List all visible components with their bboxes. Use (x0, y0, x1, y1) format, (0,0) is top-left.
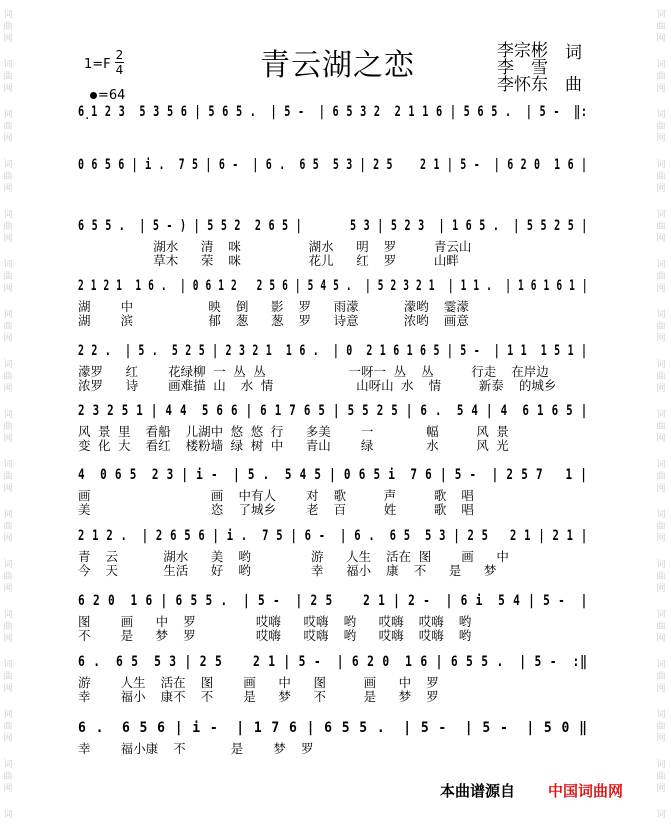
score-line (78, 218, 588, 268)
watermark-glyph: 曲 (3, 122, 13, 132)
watermark-glyph: 词 (656, 260, 666, 270)
watermark-glyph: 网 (656, 734, 666, 744)
lyric-line-1: 游 人生 活在 图 画 中 图 画 中 罗 (78, 675, 439, 690)
watermark-glyph: 词 (656, 10, 666, 20)
watermark-glyph: 网 (3, 134, 13, 144)
watermark-glyph: 曲 (656, 722, 666, 732)
lyric-line-2: 浓罗 诗 画难描 山 水 情 山呀山 水 情 新泰 的城乡 (78, 378, 557, 393)
watermark-glyph: 网 (3, 84, 13, 94)
lyric-line-2: 今 天 生活 好 哟 幸 福小 康 不 是 梦 (78, 563, 497, 578)
score-line (78, 528, 588, 578)
time-sig-top: 2 (115, 48, 124, 62)
watermark-glyph: 网 (656, 334, 666, 344)
watermark-glyph: 网 (656, 584, 666, 594)
score-line (78, 343, 588, 393)
watermark-glyph: 曲 (656, 72, 666, 82)
watermark-glyph: 曲 (3, 22, 13, 32)
tempo-value: =64 (98, 88, 126, 103)
notation-line: 2 1 2 1 1 6 . | 0 6 1 2 2 5 6 | 5 4 5 . | 5 2 3 2 1 | 1 1 . | 1 6 1 6 1 | (78, 278, 589, 294)
score-line (78, 403, 588, 453)
watermark-glyph: 网 (3, 484, 13, 494)
watermark-glyph: 网 (3, 184, 13, 194)
notation-line: 6̣1 2 3 5 3 5 6 | 5 6 5 . | 5 - | 6 5 3 2 2 1 1 6 | 5 6 5 . | 5 - ‖: (78, 104, 588, 120)
watermark-glyph: 网 (656, 784, 666, 794)
watermark-glyph: 网 (656, 84, 666, 94)
watermark-glyph: 词 (3, 410, 13, 420)
watermark-glyph: 曲 (3, 422, 13, 432)
watermark-glyph: 网 (3, 534, 13, 544)
lyricist-2: 李 雪 (497, 58, 548, 78)
watermark-glyph: 曲 (3, 672, 13, 682)
watermark-glyph: 词 (3, 460, 13, 470)
score-line (78, 467, 588, 517)
watermark-glyph: 词 (656, 410, 666, 420)
watermark-glyph: 网 (656, 184, 666, 194)
watermark-glyph: 词 (3, 610, 13, 620)
watermark-glyph: 词 (656, 710, 666, 720)
watermark-glyph: 曲 (656, 622, 666, 632)
lyric-line-2: 变 化 大 看红 楼粉墙 绿 树 中 青山 绿 水 风 光 (78, 438, 509, 453)
left-watermark-strip (0, 0, 18, 828)
watermark-glyph: 词 (3, 260, 13, 270)
watermark-glyph: 曲 (3, 272, 13, 282)
watermark-glyph: 词 (3, 510, 13, 520)
watermark-glyph: 词 (656, 810, 666, 820)
watermark-glyph: 网 (3, 234, 13, 244)
watermark-glyph: 词 (3, 210, 13, 220)
lyric-line-1: 湖 中 映 倒 影 罗 雨濛 濛哟 霎濛 (78, 299, 469, 314)
right-watermark-strip (653, 0, 671, 828)
watermark-glyph: 词 (656, 460, 666, 470)
notation-line: 2 2 . | 5 . 5 2 5 | 2 3 2 1 1 6 . | 0 2 1 6 1 6 5 | 5 - | 1 1 1 5 1 | (78, 343, 588, 359)
watermark-glyph: 网 (656, 434, 666, 444)
lyric-line-2: 不 是 梦 罗 哎嗨 哎嗨 哟 哎嗨 哎嗨 哟 (78, 628, 472, 643)
watermark-glyph: 网 (3, 684, 13, 694)
watermark-glyph: 网 (3, 584, 13, 594)
watermark-glyph: 曲 (3, 722, 13, 732)
composer-role: 曲 (565, 75, 582, 95)
watermark-glyph: 词 (656, 510, 666, 520)
watermark-glyph: 词 (656, 60, 666, 70)
lyric-line-1: 湖水 清 咪 湖水 明 罗 青云山 (78, 239, 472, 254)
watermark-glyph: 曲 (3, 772, 13, 782)
composer: 李怀东 (497, 75, 548, 95)
notation-line: 6 . 6 5 6 | i - | 1 7 6 | 6 5 5 . | 5 - | 5 - | 5 0 ‖ (78, 720, 588, 736)
lyric-line-1: 濛罗 红 花绿柳 一 丛 丛 一呀一 丛 丛 行走 在岸边 (78, 364, 549, 379)
watermark-glyph: 曲 (656, 122, 666, 132)
lyric-line-1: 青 云 湖水 美 哟 游 人生 活在 图 画 中 (78, 549, 509, 564)
watermark-glyph: 词 (3, 710, 13, 720)
lyric-line-1: 风 景 里 看船 儿湖中 悠 悠 行 多美 一 幅 风 景 (78, 424, 509, 439)
time-signature (115, 48, 124, 77)
watermark-glyph: 曲 (3, 372, 13, 382)
watermark-glyph: 曲 (3, 322, 13, 332)
site-name: 中国词曲网 (548, 782, 624, 800)
watermark-glyph: 曲 (3, 522, 13, 532)
quarter-note-icon (90, 92, 97, 99)
score-line (78, 104, 588, 126)
watermark-glyph: 网 (3, 384, 13, 394)
watermark-glyph: 曲 (656, 672, 666, 682)
watermark-glyph: 网 (3, 284, 13, 294)
watermark-glyph: 词 (3, 110, 13, 120)
watermark-glyph: 词 (656, 360, 666, 370)
watermark-glyph: 网 (3, 634, 13, 644)
watermark-glyph: 网 (656, 484, 666, 494)
watermark-glyph: 网 (656, 384, 666, 394)
watermark-glyph: 曲 (3, 572, 13, 582)
watermark-glyph: 词 (656, 560, 666, 570)
notation-line: 4 0 6 5 2 3 | i - | 5 . 5 4 5 | 0 6 5 i 7 6 | 5 - | 2 5 7 1 | (78, 467, 588, 483)
notation-line: 0 6 5 6 | i . 7 5 | 6 - | 6 . 6 5 5 3 | 2 5 2 1 | 5 - | 6 2 0 1 6 | (78, 157, 588, 173)
watermark-glyph: 曲 (656, 372, 666, 382)
watermark-glyph: 词 (656, 310, 666, 320)
score-line (78, 278, 588, 328)
watermark-glyph: 网 (3, 784, 13, 794)
tempo-marking (90, 88, 125, 103)
score-line (78, 654, 588, 704)
notation-line: 2 3 2 5 1 | 4 4 5 6 6 | 6 1 7 6 5 | 5 5 2 5 | 6 . 5 4 | 4 6 1 6 5 | (78, 403, 589, 419)
watermark-glyph: 词 (3, 60, 13, 70)
watermark-glyph: 词 (656, 660, 666, 670)
watermark-glyph: 曲 (656, 272, 666, 282)
score-line (78, 720, 588, 756)
lyric-line-2: 美 恣 了城乡 老 百 姓 歌 唱 (78, 502, 474, 517)
source-label: 本曲谱源自 (440, 782, 516, 800)
watermark-glyph: 曲 (656, 172, 666, 182)
watermark-glyph: 词 (3, 310, 13, 320)
watermark-glyph: 曲 (656, 422, 666, 432)
watermark-glyph: 网 (656, 684, 666, 694)
song-title: 青云湖之恋 (260, 48, 415, 83)
watermark-glyph: 曲 (3, 472, 13, 482)
watermark-glyph: 网 (656, 534, 666, 544)
watermark-glyph: 曲 (656, 22, 666, 32)
watermark-glyph: 词 (3, 160, 13, 170)
score-line (78, 593, 588, 643)
watermark-glyph: 网 (3, 734, 13, 744)
lyric-line-1: 图 画 中 罗 哎嗨 哎嗨 哟 哎嗨 哎嗨 哟 (78, 614, 472, 629)
notation-line: 6 . 6 5 5 3 | 2 5 2 1 | 5 - | 6 2 0 1 6 | 6 5 5 . | 5 - :‖ (78, 654, 588, 670)
watermark-glyph: 曲 (3, 172, 13, 182)
watermark-glyph: 曲 (3, 622, 13, 632)
watermark-glyph: 网 (656, 284, 666, 294)
watermark-glyph: 曲 (656, 572, 666, 582)
lyric-line-2: 湖 滨 郁 葱 葱 罗 诗意 浓哟 画意 (78, 313, 469, 328)
watermark-glyph: 网 (3, 334, 13, 344)
lyricist-1: 李宗彬 (497, 41, 548, 61)
watermark-glyph: 词 (3, 360, 13, 370)
notation-line: 6 2 0 1 6 | 6 5 5 . | 5 - | 2 5 2 1 | 2 - | 6 i 5 4 | 5 - | (78, 593, 589, 609)
watermark-glyph: 词 (656, 610, 666, 620)
watermark-glyph: 曲 (656, 222, 666, 232)
watermark-glyph: 词 (656, 110, 666, 120)
notation-line: 6 5 5 . | 5 - ) | 5 5 2 2 6 5 | 5 3 | 5 2 3 | 1 6 5 . | 5 5 2 5 | (78, 218, 589, 234)
watermark-glyph: 词 (656, 760, 666, 770)
watermark-glyph: 词 (656, 160, 666, 170)
time-sig-bottom: 4 (115, 63, 124, 77)
watermark-glyph: 网 (656, 234, 666, 244)
watermark-glyph: 曲 (656, 522, 666, 532)
watermark-glyph: 词 (3, 760, 13, 770)
key-signature: 1=F (84, 57, 111, 72)
watermark-glyph: 词 (3, 660, 13, 670)
watermark-glyph: 网 (3, 34, 13, 44)
lyric-line-2: 幸 福小 康不 不 是 梦 不 是 梦 罗 (78, 689, 439, 704)
watermark-glyph: 曲 (3, 72, 13, 82)
lyric-line-2: 草木 荣 咪 花儿 红 罗 山畔 (78, 253, 459, 268)
notation-line: 2 1 2 . | 2 6 5 6 | i . 7 5 | 6 - | 6 . 6 5 5 3 | 2 5 2 1 | 2 1 | (78, 528, 588, 544)
score-line (78, 157, 588, 179)
watermark-glyph: 网 (656, 634, 666, 644)
watermark-glyph: 曲 (656, 322, 666, 332)
lyricist-role: 词 (565, 43, 582, 63)
watermark-glyph: 网 (656, 34, 666, 44)
lyric-line-1: 幸 福小康 不 是 梦 罗 (78, 741, 314, 756)
lyric-line-1: 画 画 中有人 对 歌 声 歌 唱 (78, 488, 474, 503)
watermark-glyph: 曲 (656, 772, 666, 782)
watermark-glyph: 网 (656, 134, 666, 144)
watermark-glyph: 网 (3, 434, 13, 444)
watermark-glyph: 词 (3, 810, 13, 820)
watermark-glyph: 曲 (656, 472, 666, 482)
watermark-glyph: 词 (3, 560, 13, 570)
watermark-glyph: 词 (3, 10, 13, 20)
watermark-glyph: 曲 (3, 222, 13, 232)
watermark-glyph: 词 (656, 210, 666, 220)
